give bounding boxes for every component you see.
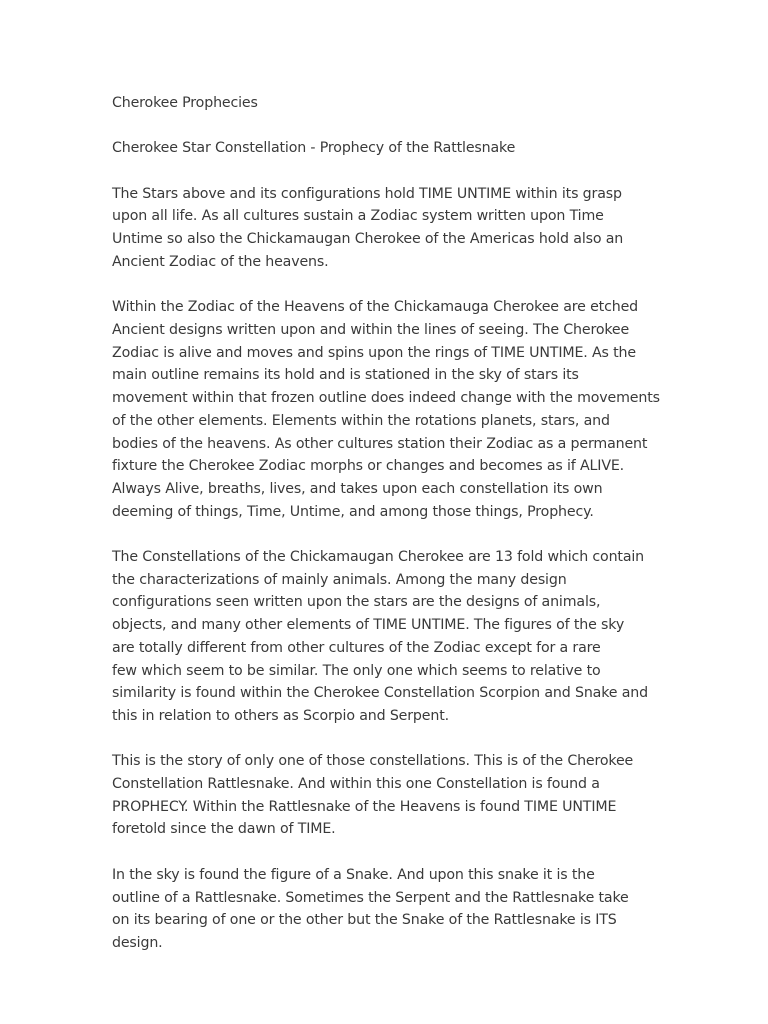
paragraph-4: This is the story of only one of those constellations. This is of the Cherokee Constellation Rattlesnake. And within this one Constellation is found a PROPHECY. Within the Rattlesnake of the Heavens is found TIME UNTIME foretold since the dawn of TIME. <box>112 753 634 838</box>
paragraph-1: The Stars above and its configurations hold TIME UNTIME within its grasp upon all life. As all cultures sustain a Zodiac system written upon Time Untime so also the Chickamaugan Cherokee of the Americas hold also an Ancient Zodiac of the heavens. <box>112 185 624 270</box>
paragraph-2: Within the Zodiac of the Heavens of the Chickamauga Cherokee are etched Ancient designs written upon and within the lines of seeing. The Cherokee Zodiac is alive and moves and spins upon the rings of TIME UNTIME. As the main outline remains its hold and is stationed in the sky of stars its movement within that frozen outline does indeed change with the movements of the other elements. Elements within the rotations planets, stars, and bodies of the heavens. As other cultures station their Zodiac as a permanent fixture the Cherokee Zodiac morphs or changes and becomes as if ALIVE. Always Alive, breaths, lives, and takes upon each constellation its own deeming of things, Time, Untime, and among those things, Prophecy. <box>112 299 660 520</box>
document-subtitle: Cherokee Star Constellation - Prophecy of the Rattlesnake <box>112 140 516 157</box>
document-body <box>112 92 742 977</box>
paragraph-3: The Constellations of the Chickamaugan Cherokee are 13 fold which contain the characterizations of mainly animals. Among the many design configurations seen written upon the stars are the designs of animals, objects, and many other elements of TIME UNTIME. The figures of the sky are totally different from other cultures of the Zodiac except for a rare few which seem to be similar. The only one which seems to relative to similarity is found within the Cherokee Constellation Scorpion and Snake and this in relation to others as Scorpio and Serpent. <box>112 549 648 724</box>
paragraph-5: In the sky is found the figure of a Snake. And upon this snake it is the outline of a Rattlesnake. Sometimes the Serpent and the Rattlesnake take on its bearing of one or the other but the Snake of the Rattlesnake is ITS design. <box>112 866 629 951</box>
document-title: Cherokee Prophecies <box>112 95 258 111</box>
